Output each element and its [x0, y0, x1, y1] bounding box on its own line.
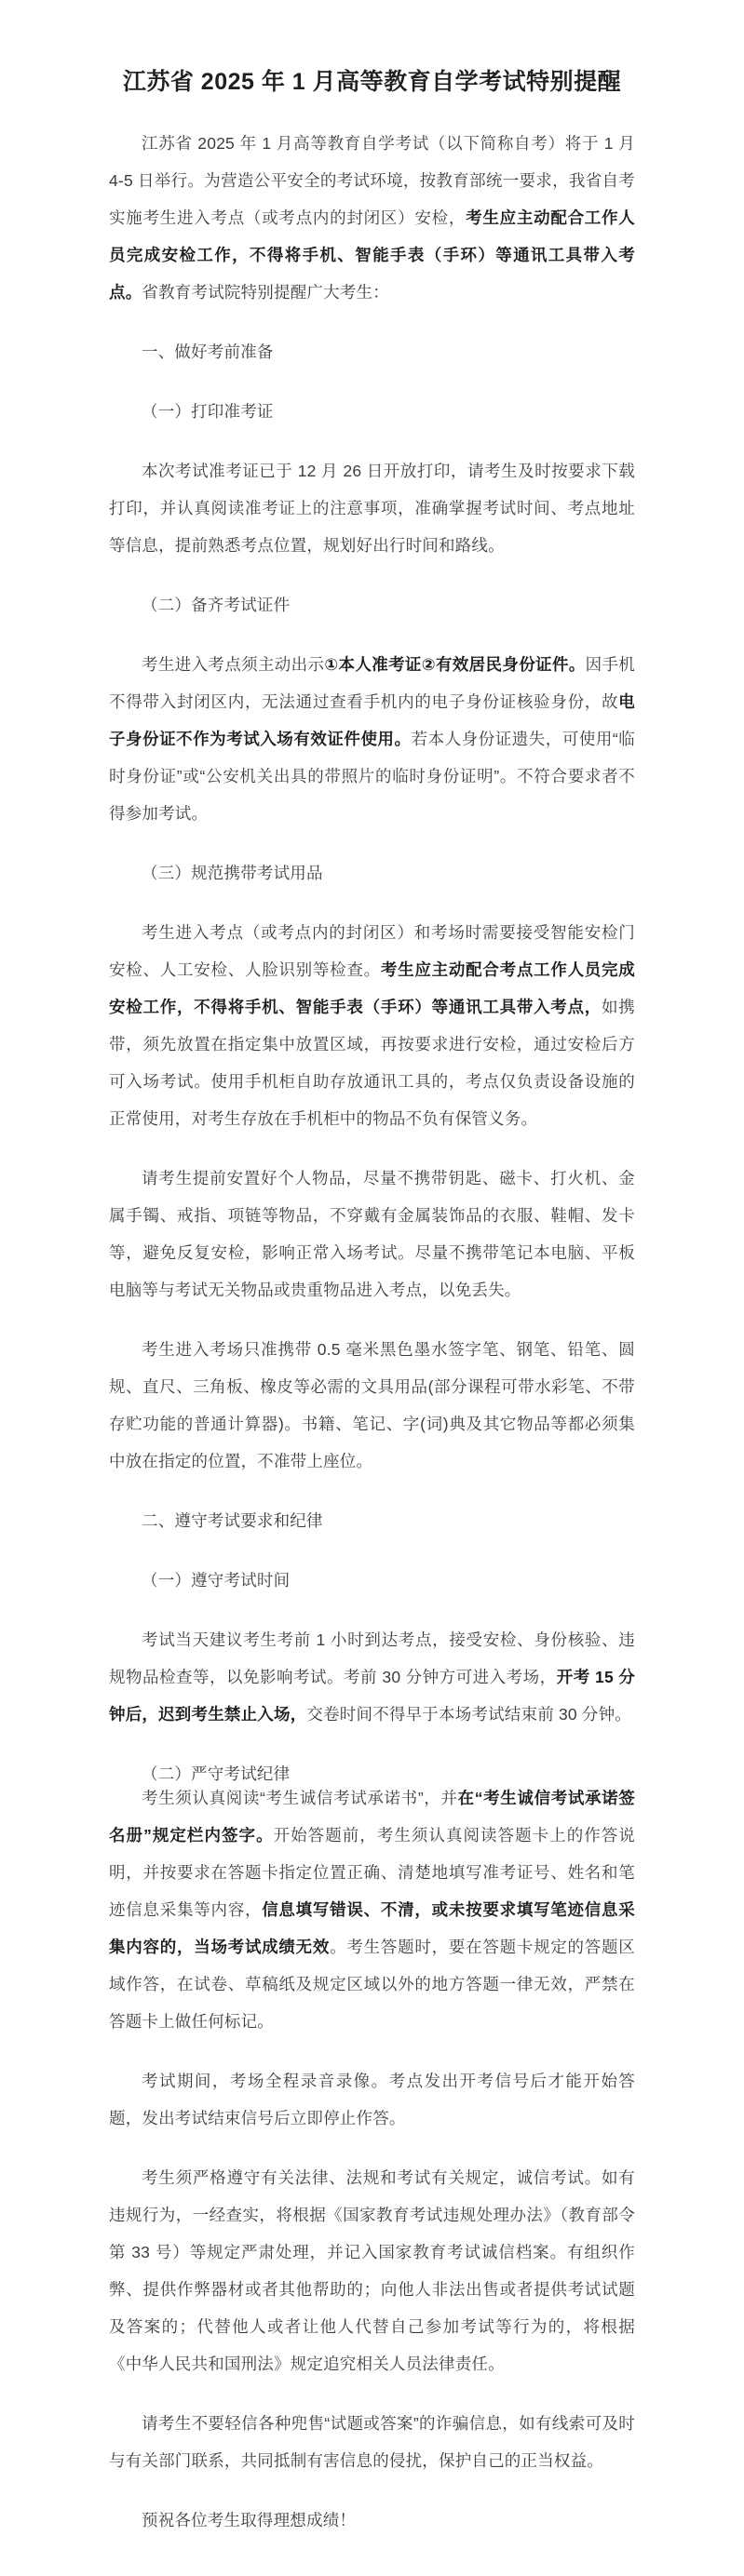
text-run: （二）备齐考试证件: [142, 596, 291, 614]
text-run: 如携带，须先放置在指定集中放置区域，再按要求进行安检，通过安检后方可入场考试。使用手机柜自助存放通讯工具的，考点仅负责设备设施的正常使用，对考生存放在手机柜中的物品不负有保管义务。: [109, 998, 635, 1128]
paragraph: [109, 2405, 635, 2479]
text-run: 考试期间，考场全程录音录像。考点发出开考信号后才能开始答题，发出考试结束信号后立即停止作答。: [109, 2072, 635, 2127]
paragraph: [109, 1779, 635, 2040]
section-heading: [109, 1502, 635, 1539]
section-heading: [109, 393, 635, 430]
emphasis-text-run: 信息填写错误、不清，或未按要求填写笔迹信息采集内容的，当场考试成绩无效: [109, 1900, 635, 1956]
text-run: 因手机不得带入封闭区内，无法通过查看手机内的电子身份证核验身份，故: [109, 655, 635, 711]
text-run: 考生进入考点（或考点内的封闭区）和考场时需要接受智能安检门安检、人工安检、人脸识别等检查。: [109, 923, 635, 979]
emphasis-text-run: 电子身份证不作为考试入场有效证件使用。: [109, 692, 635, 748]
document-body: [109, 125, 635, 2539]
paragraph: [109, 452, 635, 564]
text-run: 本次考试准考证已于 12 月 26 日开放打印，请考生及时按要求下载打印，并认真阅读准考证上的注意事项，准确掌握考试时间、考点地址等信息，提前熟悉考点位置，规划好出行时间和路线。: [109, 462, 635, 555]
emphasis-text-run: 开考 15 分钟后，迟到考生禁止入场，: [109, 1668, 635, 1724]
text-run: 请考生不要轻信各种兜售“试题或答案”的诈骗信息，如有线索可及时与有关部门联系，共同抵制有害信息的侵扰，保护自己的正当权益。: [109, 2414, 635, 2470]
text-run: （三）规范携带考试用品: [142, 864, 323, 882]
text-run: 考生须认真阅读“考生诚信考试承诺书”，并: [142, 1789, 458, 1807]
text-run: 。考生答题时，要在答题卡规定的答题区域作答，在试卷、草稿纸及规定区域以外的地方答题一律无效，严禁在答题卡上做任何标记。: [109, 1938, 635, 2031]
document-title: 江苏省 2025 年 1 月高等教育自学考试特别提醒: [122, 69, 622, 95]
text-run: 一、做好考前准备: [142, 342, 274, 361]
text-run: 交卷时间不得早于本场考试结束前 30 分钟。: [306, 1705, 631, 1724]
text-run: 江苏省 2025 年 1 月高等教育自学考试（以下简称自考）将于 1 月 4-5 日举行。为营造公平安全的考试环境，按教育部统一要求，我省自考实施考生进入考点（或考点内的封闭区）安检，: [109, 134, 635, 227]
paragraph: [109, 914, 635, 1137]
emphasis-text-run: 在“考生诚信考试承诺签名册”规定栏内签字。: [109, 1789, 636, 1845]
section-heading: [109, 333, 635, 370]
text-run: 开始答题前，考生须认真阅读答题卡上的作答说明，并按要求在答题卡指定位置正确、清楚地填写准考证号、姓名和笔迹信息采集等内容，: [109, 1826, 636, 1919]
text-run: 考生进入考点须主动出示: [142, 655, 325, 674]
paragraph: [109, 2502, 635, 2539]
paragraph: [109, 646, 635, 832]
text-run: （一）打印准考证: [142, 402, 274, 421]
paragraph: [109, 2159, 635, 2382]
section-heading: [109, 854, 635, 892]
paragraph: [109, 125, 635, 311]
paragraph: [109, 1160, 635, 1308]
text-run: 省教育考试院特别提醒广大考生：: [142, 283, 389, 302]
text-run: 请考生提前安置好个人物品，尽量不携带钥匙、磁卡、打火机、金属手镯、戒指、项链等物品，不穿戴有金属装饰品的衣服、鞋帽、发卡等，避免反复安检，影响正常入场考试。尽量不携带笔记本电脑、平板电脑等与考试无关物品或贵重物品进入考点，以免丢失。: [109, 1169, 635, 1299]
text-run: 二、遵守考试要求和纪律: [142, 1511, 323, 1530]
emphasis-text-run: 考生应主动配合考点工作人员完成安检工作，不得将手机、智能手表（手环）等通讯工具带入考点，: [109, 960, 635, 1016]
text-run: （二）严守考试纪律: [142, 1764, 291, 1783]
text-run: 考生进入考场只准携带 0.5 毫米黑色墨水签字笔、钢笔、铅笔、圆规、直尺、三角板、橡皮等必需的文具用品(部分课程可带水彩笔、不带存贮功能的普通计算器)。书籍、笔记、字(词)典及其它物品等都必须集中放在指定的位置，不准带上座位。: [109, 1340, 635, 1470]
text-run: 考生须严格遵守有关法律、法规和考试有关规定，诚信考试。如有违规行为，一经查实，将根据《国家教育考试违规处理办法》（教育部令第 33 号）等规定严肃处理，并记入国家教育考试诚信档案。有组织作弊、提供作弊器材或者其他帮助的；向他人非法出售或者提供考试试题及答案的；代替他人或者让他人代替自己参加考试等行为的，将根据《中华人民共和国刑法》规定追究相关人员法律责任。: [109, 2168, 635, 2373]
section-heading: [109, 586, 635, 624]
text-run: 考试当天建议考生考前 1 小时到达考点，接受安检、身份核验、违规物品检查等，以免影响考试。考前 30 分钟方可进入考场，: [109, 1630, 635, 1686]
emphasis-text-run: 考生应主动配合工作人员完成安检工作，不得将手机、智能手表（手环）等通讯工具带入考点。: [109, 208, 635, 302]
text-run: 若本人身份证遗失，可使用“临时身份证”或“公安机关出具的带照片的临时身份证明”。不符合要求者不得参加考试。: [109, 730, 635, 823]
paragraph: [109, 1621, 635, 1733]
paragraph: [109, 2062, 635, 2137]
emphasis-text-run: ①本人准考证②有效居民身份证件。: [324, 655, 586, 674]
paragraph: [109, 1331, 635, 1480]
text-run: （一）遵守考试时间: [142, 1571, 291, 1590]
section-heading: [109, 1562, 635, 1599]
text-run: 预祝各位考生取得理想成绩！: [142, 2511, 357, 2529]
